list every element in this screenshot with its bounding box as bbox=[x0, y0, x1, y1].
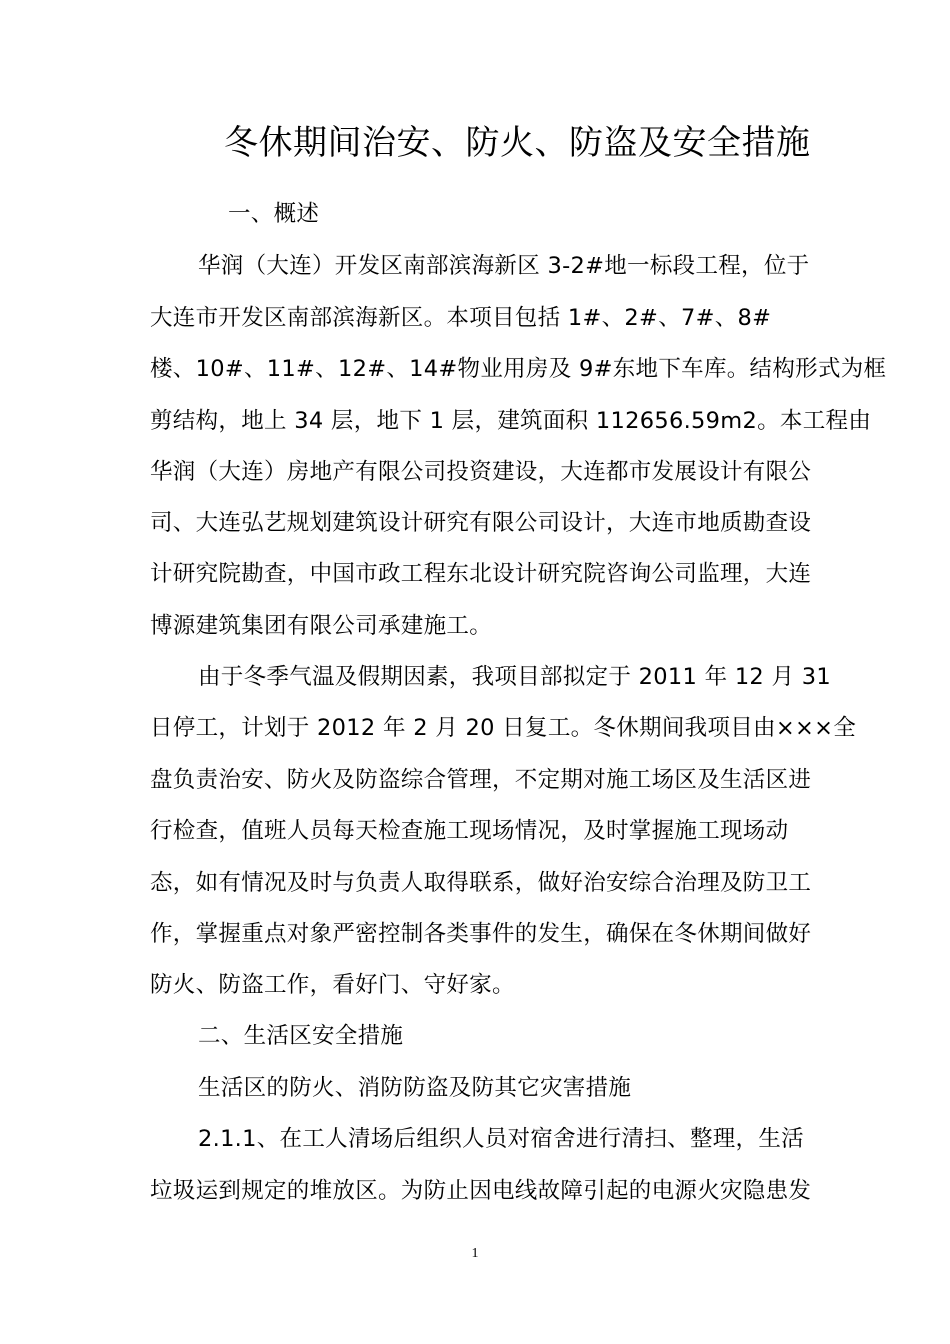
paragraph-line: 2.1.1、在工人清场后组织人员对宿舍进行清扫、整理，生活 bbox=[198, 1126, 804, 1152]
paragraph-line: 楼、10#、11#、12#、14#物业用房及 9#东地下车库。结构形式为框 bbox=[150, 356, 887, 382]
paragraph-line: 大连市开发区南部滨海新区。本项目包括 1#、2#、7#、8# bbox=[150, 305, 772, 331]
section-heading-living-area: 二、生活区安全措施 bbox=[198, 1023, 404, 1049]
paragraph-line: 华润（大连）开发区南部滨海新区 3-2#地一标段工程，位于 bbox=[198, 253, 810, 279]
section-heading-overview: 一、概述 bbox=[228, 201, 320, 227]
paragraph-line: 华润（大连）房地产有限公司投资建设，大连都市发展设计有限公 bbox=[150, 459, 812, 485]
paragraph-line: 司、大连弘艺规划建筑设计研究有限公司设计，大连市地质勘查设 bbox=[150, 510, 812, 536]
paragraph-line: 由于冬季气温及假期因素，我项目部拟定于 2011 年 12 月 31 bbox=[198, 664, 831, 690]
subsection-heading: 生活区的防火、消防防盗及防其它灾害措施 bbox=[198, 1075, 632, 1101]
page-number: 1 bbox=[471, 1246, 479, 1261]
document-title: 冬休期间治安、防火、防盗及安全措施 bbox=[224, 123, 811, 163]
paragraph-line: 剪结构，地上 34 层，地下 1 层，建筑面积 112656.59m2。本工程由 bbox=[150, 408, 872, 434]
paragraph-line: 防火、防盗工作，看好门、守好家。 bbox=[150, 972, 515, 998]
paragraph-line: 行检查，值班人员每天检查施工现场情况，及时掌握施工现场动 bbox=[150, 818, 789, 844]
paragraph-line: 盘负责治安、防火及防盗综合管理，不定期对施工场区及生活区进 bbox=[150, 767, 812, 793]
paragraph-line: 作，掌握重点对象严密控制各类事件的发生，确保在冬休期间做好 bbox=[150, 921, 812, 947]
paragraph-line: 计研究院勘查，中国市政工程东北设计研究院咨询公司监理，大连 bbox=[150, 561, 812, 587]
paragraph-line: 日停工，计划于 2012 年 2 月 20 日复工。冬休期间我项目由×××全 bbox=[150, 715, 857, 741]
paragraph-line: 垃圾运到规定的堆放区。为防止因电线故障引起的电源火灾隐患发 bbox=[150, 1178, 812, 1204]
paragraph-line: 态，如有情况及时与负责人取得联系，做好治安综合治理及防卫工 bbox=[150, 870, 812, 896]
paragraph-line: 博源建筑集团有限公司承建施工。 bbox=[150, 613, 493, 639]
